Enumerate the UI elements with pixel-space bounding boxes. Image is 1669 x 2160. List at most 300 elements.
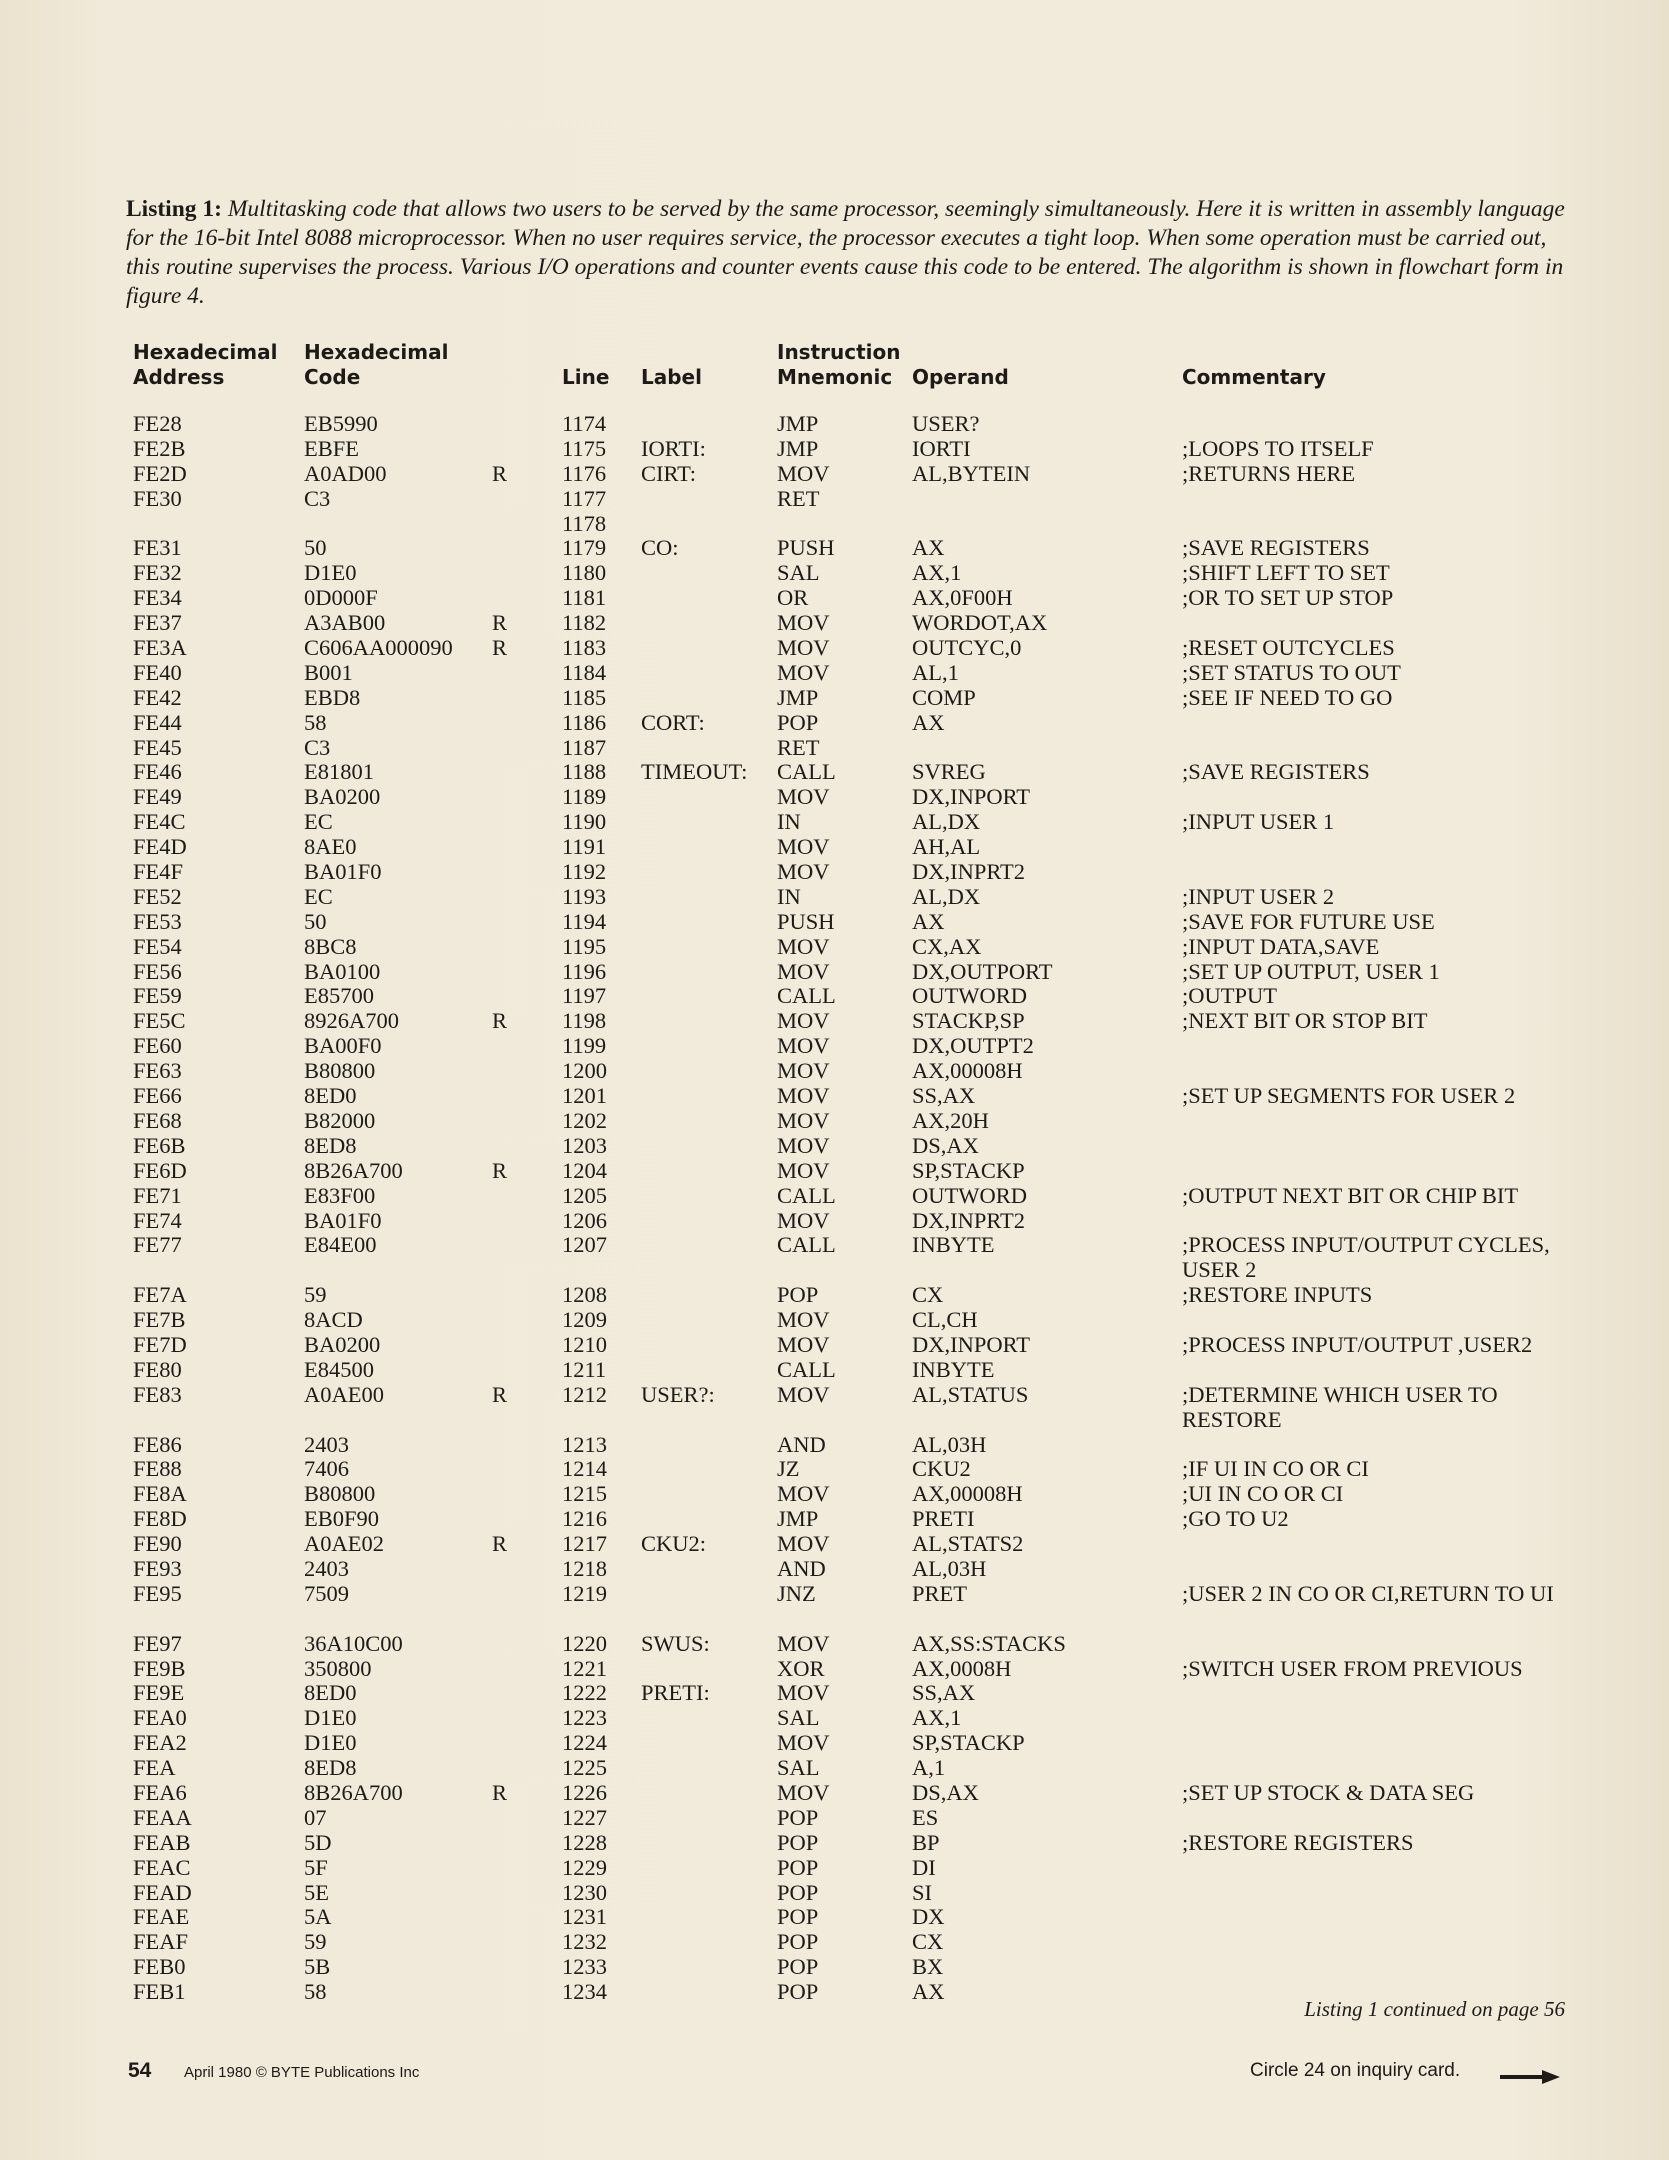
- row-mnemonic: SAL: [777, 560, 820, 586]
- row-commentary: ;IF UI IN CO OR CI: [1182, 1456, 1369, 1482]
- row-commentary: ;GO TO U2: [1182, 1506, 1289, 1532]
- table-row: [0, 1930, 1669, 1955]
- row-mnemonic: MOV: [777, 933, 830, 959]
- table-row: [0, 1283, 1669, 1308]
- row-mnemonic: MOV: [777, 1780, 830, 1806]
- table-row: [0, 1806, 1669, 1831]
- table-row: [0, 1731, 1669, 1756]
- header-address: Hexadecimal Address: [133, 340, 278, 389]
- row-relocatable-flag: R: [492, 1531, 508, 1557]
- row-commentary: ;SAVE REGISTERS: [1182, 535, 1370, 561]
- row-code: 8ED8: [304, 1755, 357, 1781]
- row-operand: SI: [912, 1879, 933, 1905]
- row-address: FEAC: [133, 1854, 191, 1880]
- row-line-number: 1202: [562, 1107, 607, 1133]
- row-label: CO:: [641, 535, 679, 561]
- row-line-number: 1174: [562, 411, 607, 436]
- row-mnemonic: MOV: [777, 1058, 830, 1084]
- table-row: [0, 1507, 1669, 1532]
- row-operand: AL,03H: [912, 1556, 987, 1581]
- row-operand: CX: [912, 1929, 944, 1955]
- inquiry-note: Circle 24 on inquiry card.: [1250, 2060, 1461, 2081]
- row-line-number: 1192: [562, 859, 607, 885]
- row-operand: CKU2: [912, 1456, 971, 1482]
- row-address: FEB0: [133, 1954, 186, 1980]
- row-code: EB0F90: [304, 1506, 380, 1532]
- header-label: Label: [641, 365, 702, 389]
- row-operand: DS,AX: [912, 1780, 979, 1806]
- row-address: FEAE: [133, 1904, 190, 1930]
- row-operand: INBYTE: [912, 1232, 995, 1258]
- table-row: [0, 1831, 1669, 1856]
- row-line-number: 1198: [562, 1008, 607, 1034]
- row-relocatable-flag: R: [492, 1381, 508, 1407]
- publication-credit: April 1980 © BYTE Publications Inc: [184, 2064, 420, 2081]
- row-operand: AX,1: [912, 1705, 962, 1731]
- row-address: FE90: [133, 1531, 182, 1557]
- row-code: EBFE: [304, 435, 360, 461]
- row-label: IORTI:: [641, 435, 706, 461]
- row-operand: AX: [912, 908, 945, 934]
- row-address: FE60: [133, 1033, 182, 1059]
- row-commentary: ;SET UP OUTPUT, USER 1: [1182, 958, 1440, 984]
- row-label: CKU2:: [641, 1531, 707, 1557]
- row-code: E84E00: [304, 1232, 377, 1258]
- table-row: [0, 1059, 1669, 1084]
- row-mnemonic: CALL: [777, 1356, 836, 1382]
- row-label: SWUS:: [641, 1630, 710, 1656]
- row-mnemonic: JMP: [777, 1506, 819, 1532]
- row-code: BA0100: [304, 958, 381, 984]
- row-mnemonic: CALL: [777, 759, 836, 785]
- row-mnemonic: MOV: [777, 834, 830, 860]
- row-code: C606AA000090: [304, 635, 453, 661]
- row-relocatable-flag: R: [492, 460, 508, 486]
- row-line-number: 1184: [562, 659, 607, 685]
- row-address: FE2D: [133, 460, 187, 486]
- row-line-number: 1191: [562, 834, 607, 860]
- row-mnemonic: JMP: [777, 684, 819, 710]
- header-commentary: Commentary: [1182, 365, 1326, 389]
- row-relocatable-flag: R: [492, 1157, 508, 1183]
- row-code: BA0200: [304, 1331, 381, 1357]
- row-operand: DX,OUTPT2: [912, 1033, 1034, 1059]
- row-line-number: 1221: [562, 1655, 607, 1681]
- table-row: [0, 1034, 1669, 1059]
- row-commentary: ;PROCESS INPUT/OUTPUT ,USER2: [1182, 1331, 1533, 1357]
- table-row: [0, 910, 1669, 935]
- row-mnemonic: MOV: [777, 1630, 830, 1656]
- row-mnemonic: MOV: [777, 1157, 830, 1183]
- row-address: FE77: [133, 1232, 182, 1258]
- row-address: FE2B: [133, 435, 186, 461]
- row-commentary: ;RESTORE INPUTS: [1182, 1282, 1373, 1308]
- row-operand: OUTCYC,0: [912, 635, 1022, 661]
- row-mnemonic: IN: [777, 809, 801, 835]
- row-commentary: ;PROCESS INPUT/OUTPUT CYCLES, USER 2: [1182, 1232, 1550, 1283]
- row-code: B82000: [304, 1107, 376, 1133]
- table-row: [0, 935, 1669, 960]
- row-code: A3AB00: [304, 610, 386, 636]
- row-address: FEA2: [133, 1730, 187, 1756]
- row-mnemonic: MOV: [777, 1307, 830, 1333]
- table-row: [0, 1084, 1669, 1109]
- row-code: E84500: [304, 1356, 374, 1382]
- row-mnemonic: JNZ: [777, 1580, 816, 1606]
- row-mnemonic: MOV: [777, 1381, 830, 1407]
- row-commentary: ;OR TO SET UP STOP: [1182, 585, 1394, 611]
- row-operand: OUTWORD: [912, 983, 1027, 1009]
- row-label: TIMEOUT:: [641, 759, 748, 785]
- row-mnemonic: MOV: [777, 958, 830, 984]
- row-mnemonic: JZ: [777, 1456, 800, 1482]
- row-code: EC: [304, 809, 333, 835]
- row-operand: DX,INPORT: [912, 1331, 1031, 1357]
- table-row: [0, 1159, 1669, 1184]
- row-mnemonic: SAL: [777, 1705, 820, 1731]
- row-code: E85700: [304, 983, 374, 1009]
- row-line-number: 1217: [562, 1531, 607, 1557]
- row-code: B80800: [304, 1481, 376, 1507]
- row-line-number: 1190: [562, 809, 607, 835]
- table-row: [0, 1905, 1669, 1930]
- row-line-number: 1234: [562, 1979, 607, 2005]
- row-operand: AX: [912, 1979, 945, 2005]
- row-mnemonic: POP: [777, 1854, 819, 1880]
- row-code: D1E0: [304, 1705, 357, 1731]
- row-code: EBD8: [304, 684, 361, 710]
- row-line-number: 1220: [562, 1630, 607, 1656]
- row-line-number: 1183: [562, 635, 607, 661]
- row-commentary: ;UI IN CO OR CI: [1182, 1481, 1344, 1507]
- row-code: 5F: [304, 1854, 328, 1880]
- row-operand: INBYTE: [912, 1356, 995, 1382]
- row-operand: AL,STATS2: [912, 1531, 1024, 1557]
- row-line-number: 1180: [562, 560, 607, 586]
- row-mnemonic: JMP: [777, 411, 819, 436]
- table-row: [0, 1657, 1669, 1682]
- table-row: [0, 1557, 1669, 1582]
- row-address: FE83: [133, 1381, 182, 1407]
- row-commentary: ;RESET OUTCYCLES: [1182, 635, 1395, 661]
- row-label: CORT:: [641, 709, 705, 735]
- row-address: FE28: [133, 411, 182, 436]
- table-row: [0, 611, 1669, 636]
- row-mnemonic: JMP: [777, 435, 819, 461]
- row-address: FE63: [133, 1058, 182, 1084]
- table-row: [0, 1134, 1669, 1159]
- row-address: FE88: [133, 1456, 182, 1482]
- listing-caption: [126, 195, 1566, 311]
- table-row: [0, 835, 1669, 860]
- row-code: 2403: [304, 1431, 349, 1457]
- row-address: FE7D: [133, 1331, 187, 1357]
- row-address: FE31: [133, 535, 182, 561]
- row-address: FE54: [133, 933, 182, 959]
- row-line-number: 1218: [562, 1556, 607, 1581]
- table-row: [0, 636, 1669, 661]
- row-address: FE42: [133, 684, 182, 710]
- row-code: C3: [304, 485, 331, 511]
- row-code: 8B26A700: [304, 1157, 403, 1183]
- row-mnemonic: POP: [777, 1954, 819, 1980]
- row-code: 8926A700: [304, 1008, 399, 1034]
- table-row: [0, 1856, 1669, 1881]
- row-operand: AX,1: [912, 560, 962, 586]
- row-address: FE4F: [133, 859, 184, 885]
- row-commentary: ;INPUT USER 2: [1182, 883, 1335, 909]
- row-line-number: 1194: [562, 908, 607, 934]
- row-code: 50: [304, 908, 327, 934]
- row-commentary: ;NEXT BIT OR STOP BIT: [1182, 1008, 1428, 1034]
- row-address: FE56: [133, 958, 182, 984]
- table-row: [0, 1632, 1669, 1657]
- row-line-number: 1229: [562, 1854, 607, 1880]
- row-operand: PRET: [912, 1580, 968, 1606]
- row-line-number: 1189: [562, 784, 607, 810]
- table-row: [0, 1756, 1669, 1781]
- row-address: FEAB: [133, 1829, 191, 1855]
- row-operand: SS,AX: [912, 1083, 976, 1109]
- row-line-number: 1213: [562, 1431, 607, 1457]
- row-code: 59: [304, 1929, 327, 1955]
- row-line-number: 1225: [562, 1755, 607, 1781]
- row-line-number: 1185: [562, 684, 607, 710]
- table-row: [0, 1109, 1669, 1134]
- table-row: [0, 1532, 1669, 1557]
- row-code: A0AE02: [304, 1531, 384, 1557]
- row-operand: AL,1: [912, 659, 959, 685]
- row-line-number: 1209: [562, 1307, 607, 1333]
- row-operand: SVREG: [912, 759, 986, 785]
- row-address: FE7A: [133, 1282, 187, 1308]
- row-code: A0AD00: [304, 460, 387, 486]
- row-address: FE49: [133, 784, 182, 810]
- table-row: [0, 1184, 1669, 1209]
- row-mnemonic: RET: [777, 734, 820, 760]
- row-operand: SP,STACKP: [912, 1157, 1025, 1183]
- header-line: Line: [562, 365, 610, 389]
- row-commentary: ;SEE IF NEED TO GO: [1182, 684, 1393, 710]
- row-code: EB5990: [304, 411, 378, 436]
- row-operand: AX,20H: [912, 1107, 989, 1133]
- row-mnemonic: PUSH: [777, 535, 835, 561]
- row-address: FE86: [133, 1431, 182, 1457]
- row-mnemonic: MOV: [777, 659, 830, 685]
- row-operand: CX: [912, 1282, 944, 1308]
- row-address: FE4C: [133, 809, 186, 835]
- row-mnemonic: POP: [777, 1904, 819, 1930]
- row-code: 8ED0: [304, 1680, 357, 1706]
- row-line-number: 1177: [562, 485, 607, 511]
- row-address: FE32: [133, 560, 182, 586]
- row-line-number: 1228: [562, 1829, 607, 1855]
- row-address: FE52: [133, 883, 182, 909]
- row-line-number: 1206: [562, 1207, 607, 1233]
- row-address: FE8D: [133, 1506, 187, 1532]
- row-commentary: ;OUTPUT: [1182, 983, 1277, 1009]
- row-code: BA01F0: [304, 1207, 382, 1233]
- row-code: 8AE0: [304, 834, 357, 860]
- row-code: E83F00: [304, 1182, 376, 1208]
- row-operand: COMP: [912, 684, 976, 710]
- row-address: FE34: [133, 585, 182, 611]
- row-code: EC: [304, 883, 333, 909]
- row-code: A0AE00: [304, 1381, 384, 1407]
- row-operand: DX: [912, 1904, 945, 1930]
- row-mnemonic: MOV: [777, 859, 830, 885]
- row-operand: AL,DX: [912, 883, 981, 909]
- table-row: [0, 785, 1669, 810]
- row-operand: AX: [912, 709, 945, 735]
- table-row: [0, 412, 1669, 437]
- row-address: FE7B: [133, 1307, 186, 1333]
- row-mnemonic: POP: [777, 1879, 819, 1905]
- row-address: FEA: [133, 1755, 176, 1781]
- row-address: FE46: [133, 759, 182, 785]
- row-address: FE3A: [133, 635, 187, 661]
- row-operand: AL,DX: [912, 809, 981, 835]
- row-line-number: 1216: [562, 1506, 607, 1532]
- row-operand: IORTI: [912, 435, 971, 461]
- right-arrow-icon: [1500, 2070, 1560, 2084]
- row-operand: AL,STATUS: [912, 1381, 1029, 1407]
- row-commentary: ;SHIFT LEFT TO SET: [1182, 560, 1390, 586]
- table-row: [0, 437, 1669, 462]
- table-row: [0, 1706, 1669, 1731]
- row-line-number: 1197: [562, 983, 607, 1009]
- table-row: [0, 1955, 1669, 1980]
- row-line-number: 1223: [562, 1705, 607, 1731]
- table-row: [0, 711, 1669, 736]
- row-commentary: ;INPUT DATA,SAVE: [1182, 933, 1380, 959]
- row-operand: AX,00008H: [912, 1058, 1023, 1084]
- row-relocatable-flag: R: [492, 1780, 508, 1806]
- row-line-number: 1181: [562, 585, 607, 611]
- row-relocatable-flag: R: [492, 1008, 508, 1034]
- row-commentary: ;SET UP STOCK & DATA SEG: [1182, 1780, 1475, 1806]
- row-line-number: 1222: [562, 1680, 607, 1706]
- table-row: [0, 810, 1669, 835]
- row-code: 50: [304, 535, 327, 561]
- row-operand: AX,0F00H: [912, 585, 1013, 611]
- row-code: E81801: [304, 759, 374, 785]
- row-address: FEAF: [133, 1929, 189, 1955]
- row-commentary: ;OUTPUT NEXT BIT OR CHIP BIT: [1182, 1182, 1519, 1208]
- row-line-number: 1214: [562, 1456, 607, 1482]
- row-commentary: ;SET STATUS TO OUT: [1182, 659, 1401, 685]
- row-mnemonic: PUSH: [777, 908, 835, 934]
- row-line-number: 1199: [562, 1033, 607, 1059]
- row-operand: DX,INPRT2: [912, 1207, 1026, 1233]
- row-address: FE59: [133, 983, 182, 1009]
- row-commentary: ;LOOPS TO ITSELF: [1182, 435, 1374, 461]
- row-code: 07: [304, 1804, 327, 1830]
- row-address: FEA0: [133, 1705, 187, 1731]
- table-row: [0, 760, 1669, 785]
- table-row: [0, 1383, 1669, 1433]
- row-code: 8ACD: [304, 1307, 363, 1333]
- row-address: FE93: [133, 1556, 182, 1581]
- row-mnemonic: POP: [777, 1829, 819, 1855]
- row-operand: AX,SS:STACKS: [912, 1630, 1066, 1656]
- row-line-number: 1231: [562, 1904, 607, 1930]
- row-line-number: 1188: [562, 759, 607, 785]
- table-row: [0, 1482, 1669, 1507]
- row-mnemonic: AND: [777, 1556, 826, 1581]
- row-line-number: 1215: [562, 1481, 607, 1507]
- row-line-number: 1176: [562, 460, 607, 486]
- table-row: [0, 1457, 1669, 1482]
- row-line-number: 1204: [562, 1157, 607, 1183]
- row-mnemonic: MOV: [777, 1132, 830, 1158]
- row-commentary: ;INPUT USER 1: [1182, 809, 1335, 835]
- row-line-number: 1230: [562, 1879, 607, 1905]
- row-mnemonic: POP: [777, 1929, 819, 1955]
- row-address: FE6B: [133, 1132, 186, 1158]
- row-address: FE66: [133, 1083, 182, 1109]
- row-operand: STACKP,SP: [912, 1008, 1025, 1034]
- row-mnemonic: POP: [777, 1979, 819, 2005]
- row-operand: SP,STACKP: [912, 1730, 1025, 1756]
- row-mnemonic: MOV: [777, 1107, 830, 1133]
- row-line-number: 1178: [562, 510, 607, 536]
- row-line-number: 1219: [562, 1580, 607, 1606]
- row-relocatable-flag: R: [492, 610, 508, 636]
- row-address: FE68: [133, 1107, 182, 1133]
- row-commentary: ;RETURNS HERE: [1182, 460, 1356, 486]
- row-address: FE5C: [133, 1008, 186, 1034]
- table-row: [0, 1582, 1669, 1632]
- row-code: 7509: [304, 1580, 349, 1606]
- row-mnemonic: RET: [777, 485, 820, 511]
- row-code: 59: [304, 1282, 327, 1308]
- row-commentary: ;SAVE REGISTERS: [1182, 759, 1370, 785]
- row-relocatable-flag: R: [492, 635, 508, 661]
- row-operand: AL,03H: [912, 1431, 987, 1457]
- row-code: 7406: [304, 1456, 349, 1482]
- row-mnemonic: MOV: [777, 1481, 830, 1507]
- row-operand: AH,AL: [912, 834, 981, 860]
- row-address: FE30: [133, 485, 182, 511]
- row-line-number: 1175: [562, 435, 607, 461]
- table-row: [0, 1233, 1669, 1283]
- row-code: 5A: [304, 1904, 332, 1930]
- row-line-number: 1186: [562, 709, 607, 735]
- header-code: Hexadecimal Code: [304, 340, 449, 389]
- row-line-number: 1196: [562, 958, 607, 984]
- table-row: [0, 1781, 1669, 1806]
- row-code: 8BC8: [304, 933, 357, 959]
- row-address: FE45: [133, 734, 182, 760]
- row-mnemonic: MOV: [777, 1207, 830, 1233]
- row-line-number: 1212: [562, 1381, 607, 1407]
- row-code: 8ED0: [304, 1083, 357, 1109]
- row-line-number: 1207: [562, 1232, 607, 1258]
- table-row: [0, 561, 1669, 586]
- row-operand: A,1: [912, 1755, 946, 1781]
- row-mnemonic: IN: [777, 883, 801, 909]
- row-line-number: 1179: [562, 535, 607, 561]
- row-address: FE95: [133, 1580, 182, 1606]
- row-code: 5B: [304, 1954, 331, 1980]
- row-address: FE97: [133, 1630, 182, 1656]
- row-line-number: 1224: [562, 1730, 607, 1756]
- row-line-number: 1233: [562, 1954, 607, 1980]
- row-line-number: 1203: [562, 1132, 607, 1158]
- row-commentary: ;USER 2 IN CO OR CI,RETURN TO UI: [1182, 1580, 1554, 1606]
- table-row: [0, 1881, 1669, 1906]
